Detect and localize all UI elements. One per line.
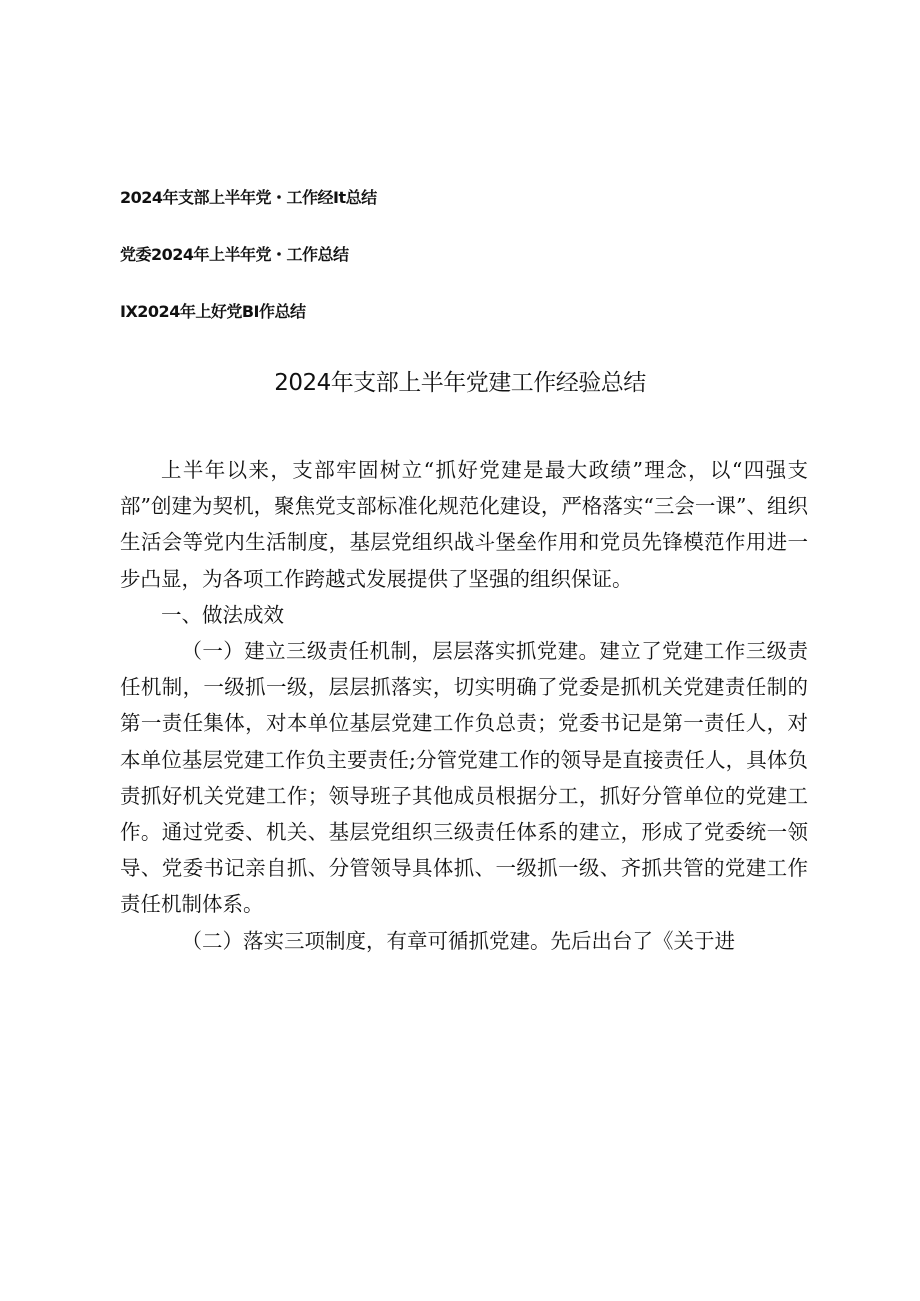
toc-item-3: IX2024年上好党BI作总结: [120, 302, 306, 321]
toc-item-1: 2024年支部上半年党・工作经It总结: [120, 188, 377, 207]
document-body: [120, 452, 808, 959]
subsection-paragraph-1: （一）建立三级责任机制，层层落实抓党建。建立了党建工作三级责任机制，一级抓一级，层层抓落实，切实明确了党委是抓机关党建责任制的第一责任集体，对本单位基层党建工作负总责；党委书记是第一责任人，对本单位基层党建工作负主要责任;分管党建工作的领导是直接责任人，具体负责抓好机关党建工作；领导班子其他成员根据分工，抓好分管单位的党建工作。通过党委、机关、基层党组织三级责任体系的建立，形成了党委统一领导、党委书记亲自抓、分管领导具体抓、一级抓一级、齐抓共管的党建工作责任机制体系。: [120, 639, 808, 917]
section-heading: 一、做法成效: [161, 602, 284, 627]
toc-item-2: 党委2024年上半年党・工作总结: [120, 245, 349, 264]
subsection-paragraph-2: （二）落实三项制度，有章可循抓党建。先后出台了《关于进: [181, 928, 735, 953]
document-title: 2024年支部上半年党建工作经验总结: [274, 370, 646, 396]
intro-paragraph: 上半年以来，支部牢固树立“抓好党建是最大政绩”理念，以“四强支部”创建为契机，聚焦党支部标准化规范化建设，严格落实“三会一课”、组织生活会等党内生活制度，基层党组织战斗堡垒作用和党员先锋模范作用进一步凸显，为各项工作跨越式发展提供了坚强的组织保证。: [120, 458, 808, 591]
